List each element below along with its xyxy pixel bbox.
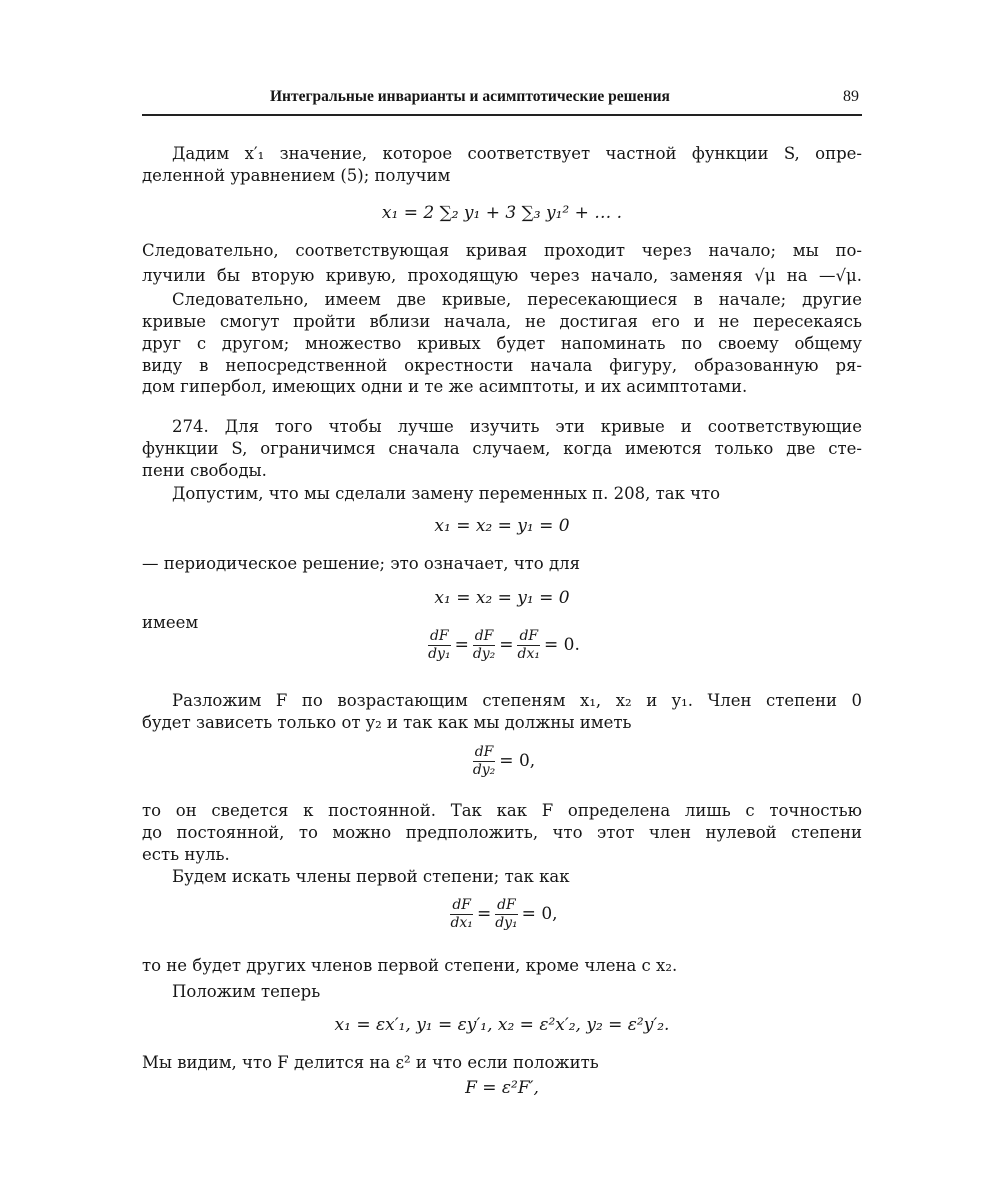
text-line: до постоянной, то можно предположить, что этот член нулевой степени <box>142 823 862 842</box>
text-line: Дадим x′₁ значение, которое соответствует частной функции S, опре- <box>172 144 862 163</box>
text-line: Допустим, что мы сделали замену переменных п. 208, так что <box>172 484 721 503</box>
text-line: дом гипербол, имеющих одни и те же асимптоты, и их асимптотами. <box>142 377 748 396</box>
equation: x₁ = x₂ = y₁ = 0 <box>434 516 570 536</box>
fraction: $\frac{dF}{\text{dy₁}}$ <box>428 628 451 662</box>
fraction: $\frac{dF}{\text{dy₂}}$ <box>472 744 496 778</box>
equation: F = ε²F′, <box>465 1078 539 1098</box>
fraction: $\frac{dF}{\text{dx₁}}$ <box>517 628 541 662</box>
text-line: Мы видим, что F делится на ε² и что если положить <box>142 1053 599 1072</box>
text-line: будет зависеть только от y₂ и так как мы должны иметь <box>142 713 632 732</box>
equation-derivatives: $\frac{dF}{\text{dy₁}}$ = $\frac{dF}{\text{dy₂}}$ = $\frac{dF}{\text{dx₁}}$ = 0. <box>428 628 580 662</box>
equation: x₁ = εx′₁, y₁ = εy′₁, x₂ = ε²x′₂, y₂ = ε²y′₂. <box>334 1015 670 1035</box>
equation: x₁ = x₂ = y₁ = 0 <box>434 588 570 608</box>
text-line: Положим теперь <box>172 982 321 1001</box>
text-line: Разложим F по возрастающим степеням x₁, x₂ и y₁. Член степени 0 <box>172 691 862 710</box>
text-line: деленной уравнением (5); получим <box>142 166 451 185</box>
text-line: лучили бы вторую кривую, проходящую через начало, заменяя √μ на —√μ. <box>142 266 862 285</box>
header-rule <box>142 114 862 116</box>
running-header-title: Интегральные инварианты и асимптотические решения <box>270 88 670 105</box>
fraction: $\frac{dF}{\text{dy₂}}$ <box>472 628 496 662</box>
text-line: Следовательно, соответствующая кривая проходит через начало; мы по- <box>142 241 862 260</box>
text-line: Следовательно, имеем две кривые, пересекающиеся в начале; другие <box>172 290 862 309</box>
text-line: есть нуль. <box>142 845 230 864</box>
text-line: то не будет других членов первой степени, кроме члена с x₂. <box>142 956 678 975</box>
text-line: Будем искать члены первой степени; так как <box>172 867 570 886</box>
text-line: кривые смогут пройти вблизи начала, не достигая его и не пересекаясь <box>142 312 862 331</box>
fraction: $\frac{dF}{\text{dx₁}}$ <box>450 897 473 931</box>
equation: $\frac{dF}{\text{dx₁}}$ = $\frac{dF}{\text{dy₁}}$ = 0, <box>450 897 558 931</box>
text-line: друг с другом; множество кривых будет напоминать по своему общему <box>142 334 862 353</box>
text-line: 274. Для того чтобы лучше изучить эти кривые и соответствующие <box>172 417 862 436</box>
text-line: то он сведется к постоянной. Так как F определена лишь с точностью <box>142 801 862 820</box>
equation: x₁ = 2 ∑₂ y₁ + 3 ∑₃ y₁² + … . <box>381 203 623 223</box>
text-line: — периодическое решение; это означает, что для <box>142 554 581 573</box>
text-line: пени свободы. <box>142 461 267 480</box>
equation: $\frac{dF}{\text{dy₂}}$ = 0, <box>472 744 536 778</box>
text-line: виду в непосредственной окрестности начала фигуру, образованную ря- <box>142 356 862 375</box>
text-line: функции S, ограничимся сначала случаем, когда имеются только две сте- <box>142 439 862 458</box>
page-number: 89 <box>843 88 859 105</box>
text-line: имеем <box>142 613 199 632</box>
fraction: $\frac{dF}{\text{dy₁}}$ <box>495 897 518 931</box>
